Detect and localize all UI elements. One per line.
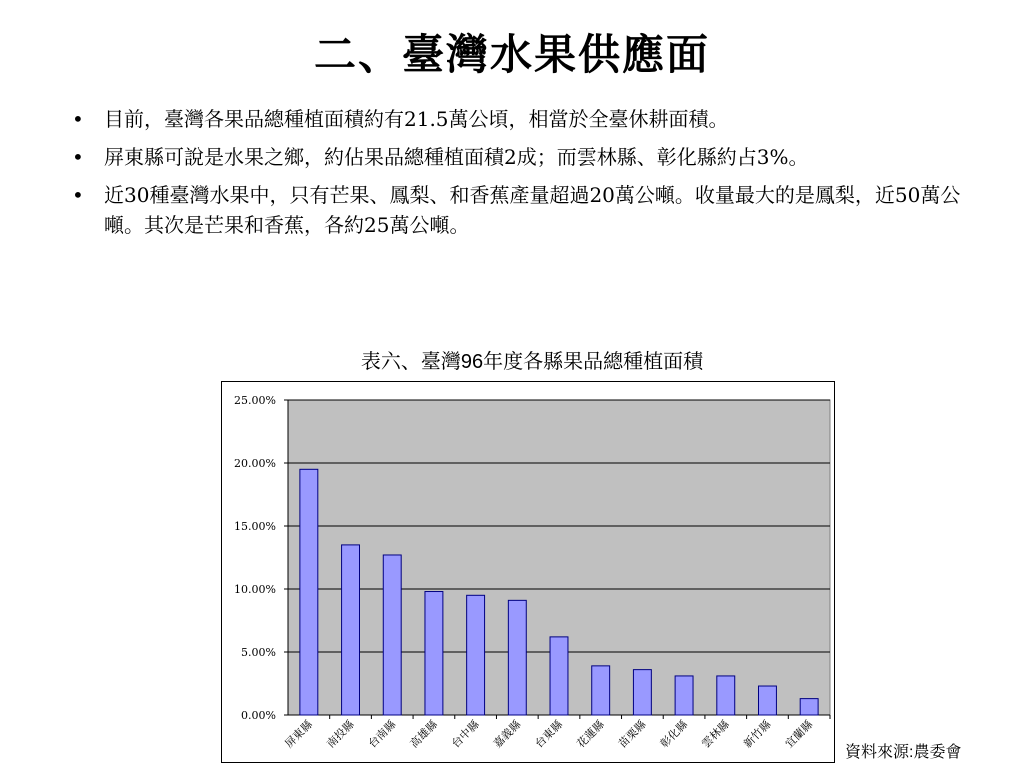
chart-title: 表六、臺灣96年度各縣果品總種植面積 (360, 351, 704, 373)
bar-chart (222, 382, 834, 762)
bar (592, 666, 610, 715)
bar (467, 595, 485, 715)
y-tick-label: 15.00% (234, 520, 276, 533)
bullet-item (72, 142, 977, 172)
x-tick-label: 雲林縣 (699, 717, 732, 751)
x-tick-label: 南投縣 (324, 717, 357, 751)
y-tick-label: 20.00% (234, 457, 276, 470)
x-tick-label: 苗栗縣 (615, 717, 649, 751)
bullet-item (72, 104, 977, 134)
bullet-text: 近30種臺灣水果中，只有芒果、鳳梨、和香蕉產量超過20萬公噸。收量最大的是鳳梨，近50萬公噸。其次是芒果和香蕉，各約25萬公噸。 (104, 183, 961, 237)
x-tick-label: 台南縣 (365, 717, 399, 751)
x-tick-label: 台東縣 (532, 717, 566, 751)
bar (300, 469, 318, 715)
bullet-text: 目前，臺灣各果品總種植面積約有21.5萬公頃，相當於全臺休耕面積。 (104, 107, 729, 131)
x-tick-label: 彰化縣 (657, 717, 691, 751)
bar (508, 600, 526, 715)
source-note: 資料來源:農委會 (845, 744, 962, 761)
y-tick-label: 0.00% (241, 709, 276, 722)
bar (383, 555, 401, 715)
bullet-dot: • (72, 183, 84, 207)
bar (675, 676, 693, 715)
x-tick-label: 花蓮縣 (574, 717, 607, 751)
bullet-dot: • (72, 145, 84, 169)
y-tick-label: 25.00% (234, 394, 276, 407)
bar (633, 670, 651, 715)
bar (550, 637, 568, 715)
bar (342, 545, 360, 715)
bar (425, 592, 443, 715)
x-tick-label: 嘉義縣 (490, 717, 524, 751)
bar (800, 699, 818, 715)
bullet-item (72, 180, 977, 240)
bar (758, 686, 776, 715)
y-tick-label: 10.00% (234, 583, 276, 596)
bullet-list (72, 104, 977, 248)
x-tick-label: 台中縣 (449, 717, 482, 751)
chart-frame (221, 381, 835, 763)
slide-title: 二、臺灣水果供應面 (313, 30, 710, 79)
x-tick-label: 屏東縣 (282, 717, 315, 751)
x-tick-label: 宜蘭縣 (782, 717, 816, 751)
y-tick-label: 5.00% (241, 646, 276, 659)
bullet-dot: • (72, 107, 84, 131)
x-tick-label: 新竹縣 (741, 717, 774, 751)
bullet-text: 屏東縣可說是水果之鄉，約佔果品總種植面積2成；而雲林縣、彰化縣約占3%。 (104, 145, 809, 169)
bar (717, 676, 735, 715)
x-tick-label: 高雄縣 (407, 717, 441, 751)
